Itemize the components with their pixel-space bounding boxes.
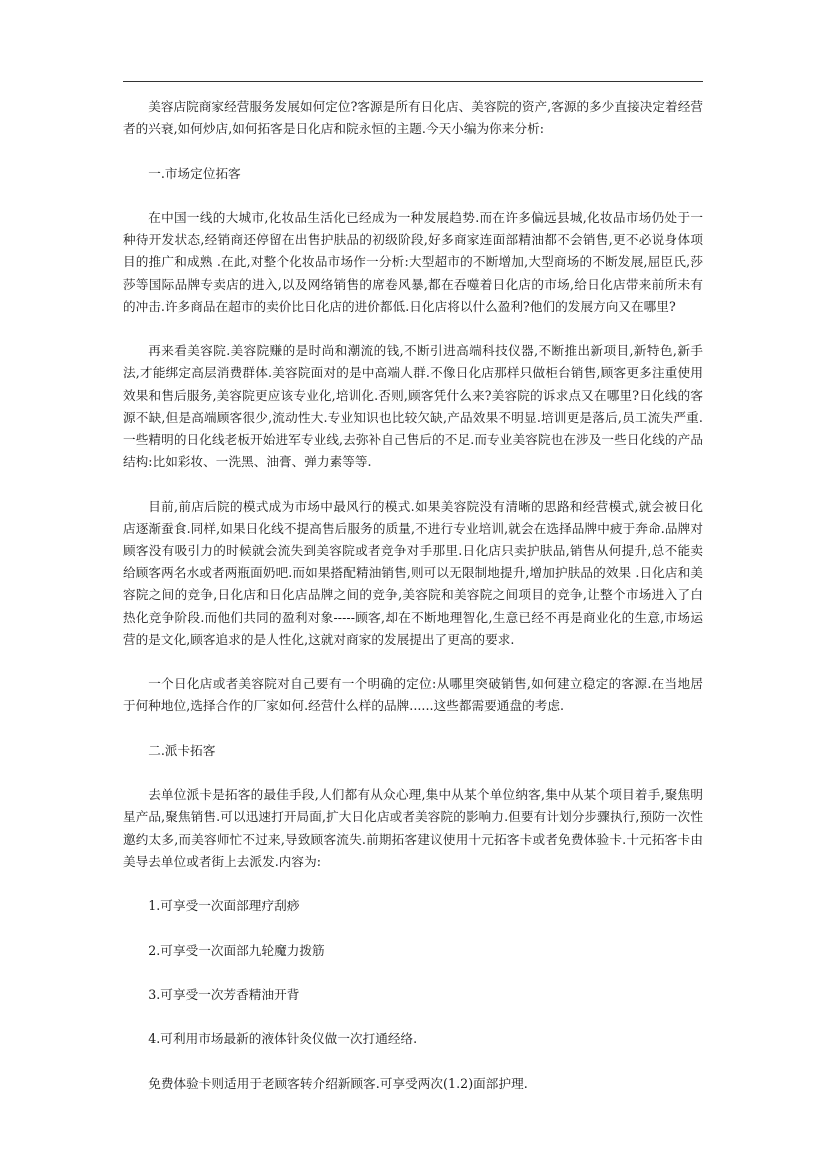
list-item: 1.可享受一次面部理疗刮痧: [148, 898, 300, 914]
body-paragraph: 去单位派卡是拓客的最佳手段,人们都有从众心理,集中从某个单位纳客,集中从某个项目着手,聚焦明星产品,聚焦销售.可以迅速打开局面,扩大日化店或者美容院的影响力.但要有计划分步骤执行,预防一次性邀约太多,而美容师忙不过来,导致顾客流失.前期拓客建议使用十元拓客卡或者免费体验卡.十元拓客卡由美导去单位或者街上去派发.内容为:: [123, 787, 703, 869]
section-heading-1: 一.市场定位拓客: [148, 165, 241, 181]
intro-paragraph: 美容店院商家经营服务发展如何定位?客源是所有日化店、美容院的资产,客源的多少直接决定着经营者的兴衰,如何炒店,如何拓客是日化店和院永恒的主题.今天小编为你来分析:: [123, 99, 703, 137]
list-item: 3.可享受一次芳香精油开背: [148, 986, 300, 1002]
body-paragraph: 目前,前店后院的模式成为市场中最风行的模式.如果美容院没有清晰的思路和经营模式,就会被日化店逐渐蚕食.同样,如果日化线不提高售后服务的质量,不进行专业培训,就会在选择品牌中疲于奔命.品牌对顾客没有吸引力的时候就会流失到美容院或者竞争对手那里.日化店只卖护肤品,销售从何提升,总不能卖给顾客两名水或者两瓶面奶吧.而如果搭配精油销售,则可以无限制地提升,增加护肤品的效果 .日化店和美容院之间的竞争,日化店和日化店品牌之间的竞争,美容院和美容院之间项目的竞争,让整个市场进入了白热化竞争阶段.而他们共同的盈利对象-----顾客,却在不断地理智化,生意已经不再是商业化的生意,市场运营的是文化,顾客追求的是人性化,这就对商家的发展提出了更高的要求.: [123, 498, 703, 647]
body-paragraph: 在中国一线的大城市,化妆品生活化已经成为一种发展趋势.而在许多偏远县城,化妆品市场仍处于一种待开发状态,经销商还停留在出售护肤品的初级阶段,好多商家连面部精油都不会销售,更不必说身体项目的推广和成熟 .在此,对整个化妆品市场作一分析:大型超市的不断增加,大型商场的不断发展,屈臣氏,莎莎等国际品牌专卖店的进入,以及网络销售的席卷风暴,都在吞噬着日化店的市场,给日化店带来前所未有的冲击.许多商品在超市的卖价比日化店的进价都低.日化店将以什么盈利?他们的发展方向又在哪里?: [123, 209, 703, 314]
closing-paragraph: 免费体验卡则适用于老顾客转介绍新顾客.可享受两次(1.2)面部护理.: [148, 1075, 528, 1091]
document-body: [123, 96, 703, 1095]
header-rule: [123, 81, 703, 82]
section-heading-2: 二.派卡拓客: [148, 742, 216, 758]
list-item: 2.可享受一次面部九轮魔力拨筋: [148, 942, 325, 958]
body-paragraph: 一个日化店或者美容院对自己要有一个明确的定位:从哪里突破销售,如何建立稳定的客源.在当地居于何种地位,选择合作的厂家如何.经营什么样的品牌......这些都需要通盘的考虑.: [123, 676, 703, 714]
list-item: 4.可利用市场最新的液体针灸仪做一次打通经络.: [148, 1031, 418, 1047]
body-paragraph: 再来看美容院.美容院赚的是时尚和潮流的钱,不断引进高端科技仪器,不断推出新项目,新特色,新手法,才能绑定高层消费群体.美容院面对的是中高端人群.不像日化店那样只做柜台销售,顾客更多注重使用效果和售后服务,美容院更应该专业化,培训化.否则,顾客凭什么来?美容院的诉求点又在哪里?日化线的客源不缺,但是高端顾客很少,流动性大.专业知识也比较欠缺,产品效果不明显.培训更是落后,员工流失严重.一些精明的日化线老板开始进军专业线,去弥补自己售后的不足.而专业美容院也在涉及一些日化线的产品结构:比如彩妆、一洗黑、油膏、弹力素等等.: [123, 343, 703, 470]
